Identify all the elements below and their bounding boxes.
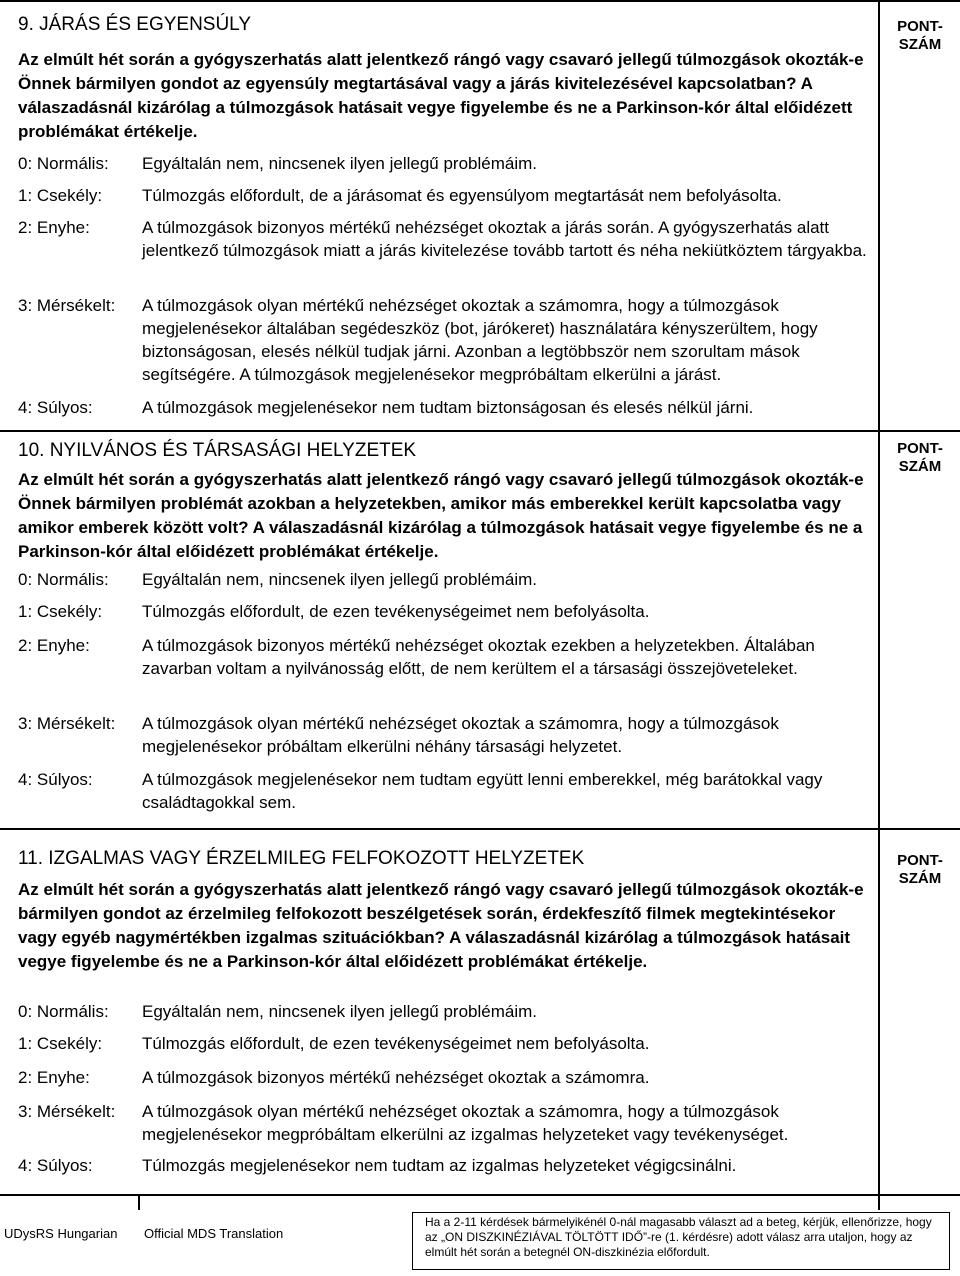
option-label: 0: Normális: <box>18 154 109 173</box>
section-10 <box>0 432 960 830</box>
score-label <box>880 852 960 888</box>
option-label: 2: Enyhe: <box>18 636 90 655</box>
section-11 <box>0 830 960 1196</box>
option-label: 0: Normális: <box>18 570 109 589</box>
option-text: A túlmozgások bizonyos mértékű nehézséget okoztak a járás során. A gyógyszerhatás alatt jelentkező túlmozgások miatt a járás kivitelezése tovább tartott és néha nekiütköztem tárgyakba. <box>142 218 867 260</box>
score-label <box>880 440 960 476</box>
option-text: A túlmozgások bizonyos mértékű nehézséget okoztak ezekben a helyzetekben. Általában zavarban voltam a nyilvánosság előtt, de nem kerültem el a társasági összejöveteleket. <box>142 636 815 678</box>
option-text: Egyáltalán nem, nincsenek ilyen jellegű problémáim. <box>142 154 537 173</box>
score-label <box>880 18 960 54</box>
option-label: 1: Csekély: <box>18 186 103 205</box>
score-label-text: PONT- SZÁM <box>897 440 943 475</box>
option-text: Túlmozgás megjelenésekor nem tudtam az izgalmas helyzeteket végigcsinálni. <box>142 1156 737 1175</box>
option-text: Egyáltalán nem, nincsenek ilyen jellegű problémáim. <box>142 1002 537 1021</box>
page-footer <box>0 1196 960 1276</box>
footer-middle-label: Official MDS Translation <box>144 1226 284 1241</box>
option-text: A túlmozgások megjelenésekor nem tudtam biztonságosan és elesés nélkül járni. <box>142 398 754 417</box>
footer-divider <box>138 1196 140 1210</box>
section-title: 9. JÁRÁS ÉS EGYENSÚLY <box>18 14 252 35</box>
section-9 <box>0 0 960 432</box>
score-label-text: PONT- SZÁM <box>897 852 943 887</box>
option-text: A túlmozgások olyan mértékű nehézséget okoztak a számomra, hogy a túlmozgások megjelenésekor általában segédeszköz (bot, járókeret) használatára kényszerültem, hogy biztonságosan, elesés nélkül tudjak járni. Azonban a legtöbbször nem szorultam mások segítségére. A túlmozgások megjelenésekor megpróbáltam elkerülni a járást. <box>142 296 818 384</box>
option-text: A túlmozgások bizonyos mértékű nehézséget okoztak a számomra. <box>142 1068 650 1087</box>
section-question: Az elmúlt hét során a gyógyszerhatás alatt jelentkező rángó vagy csavaró jellegű túlmozgások okozták-e Önnek bármilyen gondot az egyensúly megtartásával vagy a járás kivitelezésével kapcsolatban? A válaszadásnál kizárólag a túlmozgások hatásait vegye figyelembe és ne a Parkinson-kór által előidézett problémákat értékelje. <box>18 50 864 141</box>
option-label: 4: Súlyos: <box>18 1156 93 1175</box>
option-label: 4: Súlyos: <box>18 770 93 789</box>
option-text: A túlmozgások megjelenésekor nem tudtam együtt lenni emberekkel, még barátokkal vagy családtagokkal sem. <box>142 770 823 812</box>
option-label: 3: Mérsékelt: <box>18 1102 116 1121</box>
option-label: 3: Mérsékelt: <box>18 296 116 315</box>
section-title: 10. NYILVÁNOS ÉS TÁRSASÁGI HELYZETEK <box>18 440 417 461</box>
option-text: Egyáltalán nem, nincsenek ilyen jellegű problémáim. <box>142 570 537 589</box>
score-label-text: PONT- SZÁM <box>897 18 943 53</box>
option-text: Túlmozgás előfordult, de a járásomat és egyensúlyom megtartását nem befolyásolta. <box>142 186 782 205</box>
option-label: 2: Enyhe: <box>18 218 90 237</box>
option-text: A túlmozgások olyan mértékű nehézséget okoztak a számomra, hogy a túlmozgások megjelenésekor megpróbáltam elkerülni az izgalmas helyzeteket vagy tevékenységet. <box>142 1102 789 1144</box>
footer-divider <box>878 1196 880 1210</box>
footer-note-box <box>412 1212 950 1270</box>
option-label: 3: Mérsékelt: <box>18 714 116 733</box>
option-label: 4: Súlyos: <box>18 398 93 417</box>
footer-note-text: Ha a 2-11 kérdések bármelyikénél 0-nál magasabb választ ad a beteg, kérjük, ellenőrizze, hogy az „ON DISZKINÉZIÁVAL TÖLTÖTT IDŐ”-re (1. kérdésre) adott válasz arra utaljon, hogy az elmúlt hét során a betegnél ON-diszkinézia előfordult. <box>425 1215 932 1259</box>
option-label: 2: Enyhe: <box>18 1068 90 1087</box>
section-question: Az elmúlt hét során a gyógyszerhatás alatt jelentkező rángó vagy csavaró jellegű túlmozgások okozták-e bármilyen gondot az érzelmileg felfokozott beszélgetések során, érdekfeszítő filmek megtekintésekor vagy egyéb nagymértékben izgalmas szituációkban? A válaszadásnál kizárólag a túlmozgások hatásait vegye figyelembe és ne a Parkinson-kór által előidézett problémákat értékelje. <box>18 880 864 971</box>
section-title: 11. IZGALMAS VAGY ÉRZELMILEG FELFOKOZOTT HELYZETEK <box>18 848 585 869</box>
option-label: 1: Csekély: <box>18 602 103 621</box>
option-text: Túlmozgás előfordult, de ezen tevékenységeimet nem befolyásolta. <box>142 1034 650 1053</box>
option-text: A túlmozgások olyan mértékű nehézséget okoztak a számomra, hogy a túlmozgások megjelenésekor próbáltam elkerülni néhány társasági helyzetet. <box>142 714 779 756</box>
option-text: Túlmozgás előfordult, de ezen tevékenységeimet nem befolyásolta. <box>142 602 650 621</box>
footer-left-label: UDysRS Hungarian <box>4 1226 118 1241</box>
option-label: 1: Csekély: <box>18 1034 103 1053</box>
section-question: Az elmúlt hét során a gyógyszerhatás alatt jelentkező rángó vagy csavaró jellegű túlmozgások okozták-e Önnek bármilyen problémát azokban a helyzetekben, amikor más emberekkel került kapcsolatba vagy amikor emberek között volt? A válaszadásnál kizárólag a túlmozgások hatásait vegye figyelembe és ne a Parkinson-kór által előidézett problémákat értékelje. <box>18 470 864 561</box>
option-label: 0: Normális: <box>18 1002 109 1021</box>
